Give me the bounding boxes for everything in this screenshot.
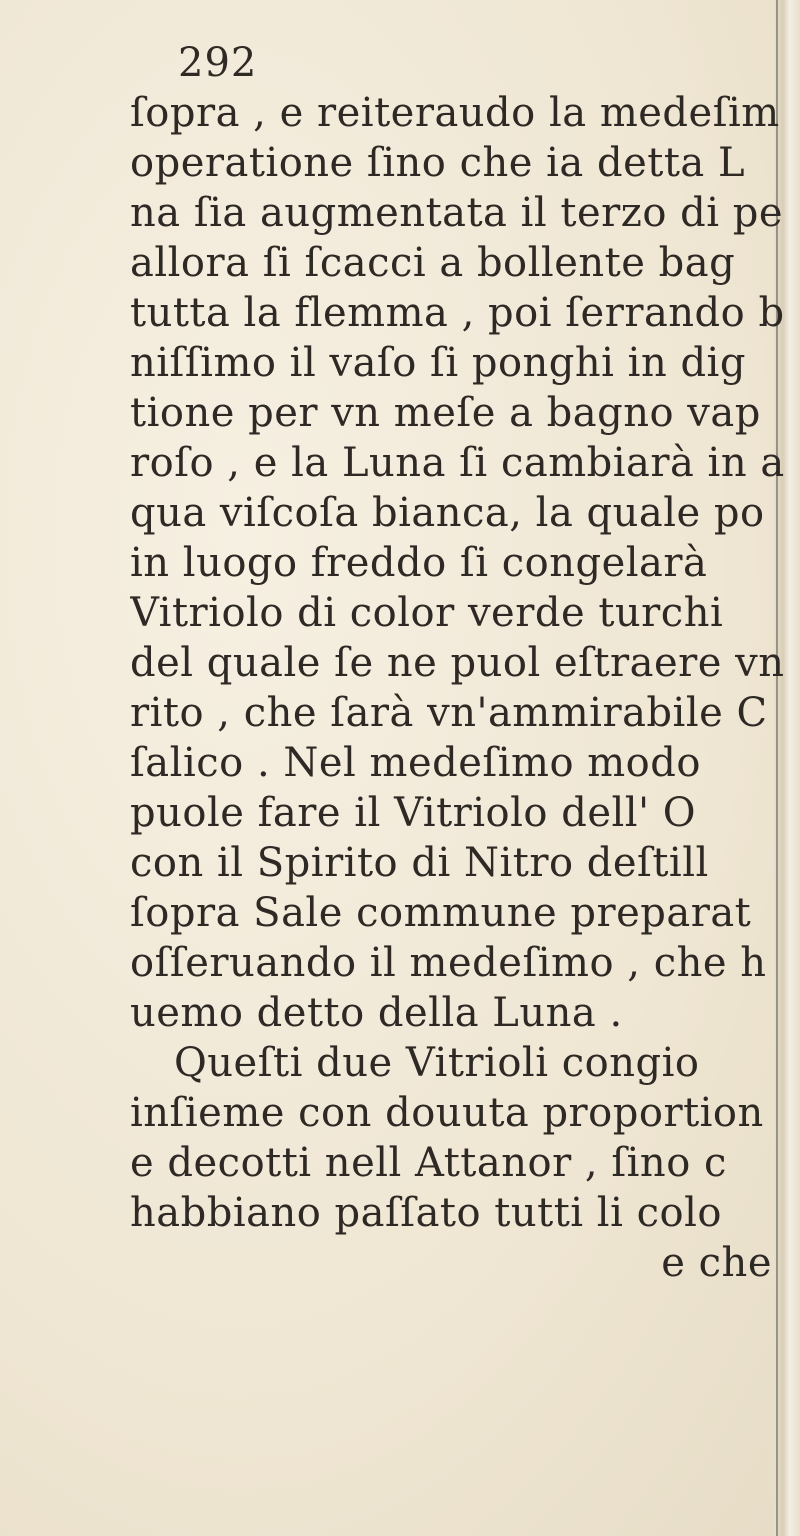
text-line: oſſeruando il medeſimo , che h [130, 940, 767, 986]
text-line: con il Spirito di Nitro deſtill [130, 840, 709, 886]
text-line: ſopra Sale commune preparat [130, 890, 752, 936]
text-line: in luogo freddo ſi congelarà [130, 540, 708, 586]
text-line: ſalico . Nel medeſimo modo [130, 740, 701, 786]
body-text [130, 88, 790, 1288]
text-line: tutta la flemma , poi ſerrando b [130, 290, 785, 336]
text-line: operatione ſino che ia detta L [130, 140, 746, 186]
text-line: allora ſi ſcacci a bollente bag [130, 240, 736, 286]
text-line: rito , che ſarà vn'ammirabile C [130, 690, 768, 736]
catchword: e che [661, 1240, 772, 1286]
text-line: roſo , e la Luna ſi cambiarà in a [130, 440, 785, 486]
text-line: Vitriolo di color verde turchi [130, 590, 724, 636]
text-line: habbiano paſſato tutti li colo [130, 1190, 722, 1236]
text-line: puole fare il Vitriolo dell' O [130, 790, 697, 836]
text-line: qua viſcoſa bianca, la quale po [130, 490, 765, 536]
text-line: ſopra , e reiteraudo la medeſim [130, 90, 780, 136]
text-line: tione per vn meſe a bagno vap [130, 390, 761, 436]
text-line: niſſimo il vaſo ſi ponghi in dig [130, 340, 746, 386]
text-line: del quale ſe ne puol eſtraere vn [130, 640, 785, 686]
page-number: 292 [178, 40, 258, 86]
text-line: e decotti nell Attanor , ſino c [130, 1140, 727, 1186]
text-line: na ſia augmentata il terzo di pe [130, 190, 784, 236]
text-line: uemo detto della Luna . [130, 990, 623, 1036]
text-line: inſieme con douuta proportion [130, 1090, 764, 1136]
paragraph-start-line: Queſti due Vitrioli congio [174, 1040, 700, 1086]
